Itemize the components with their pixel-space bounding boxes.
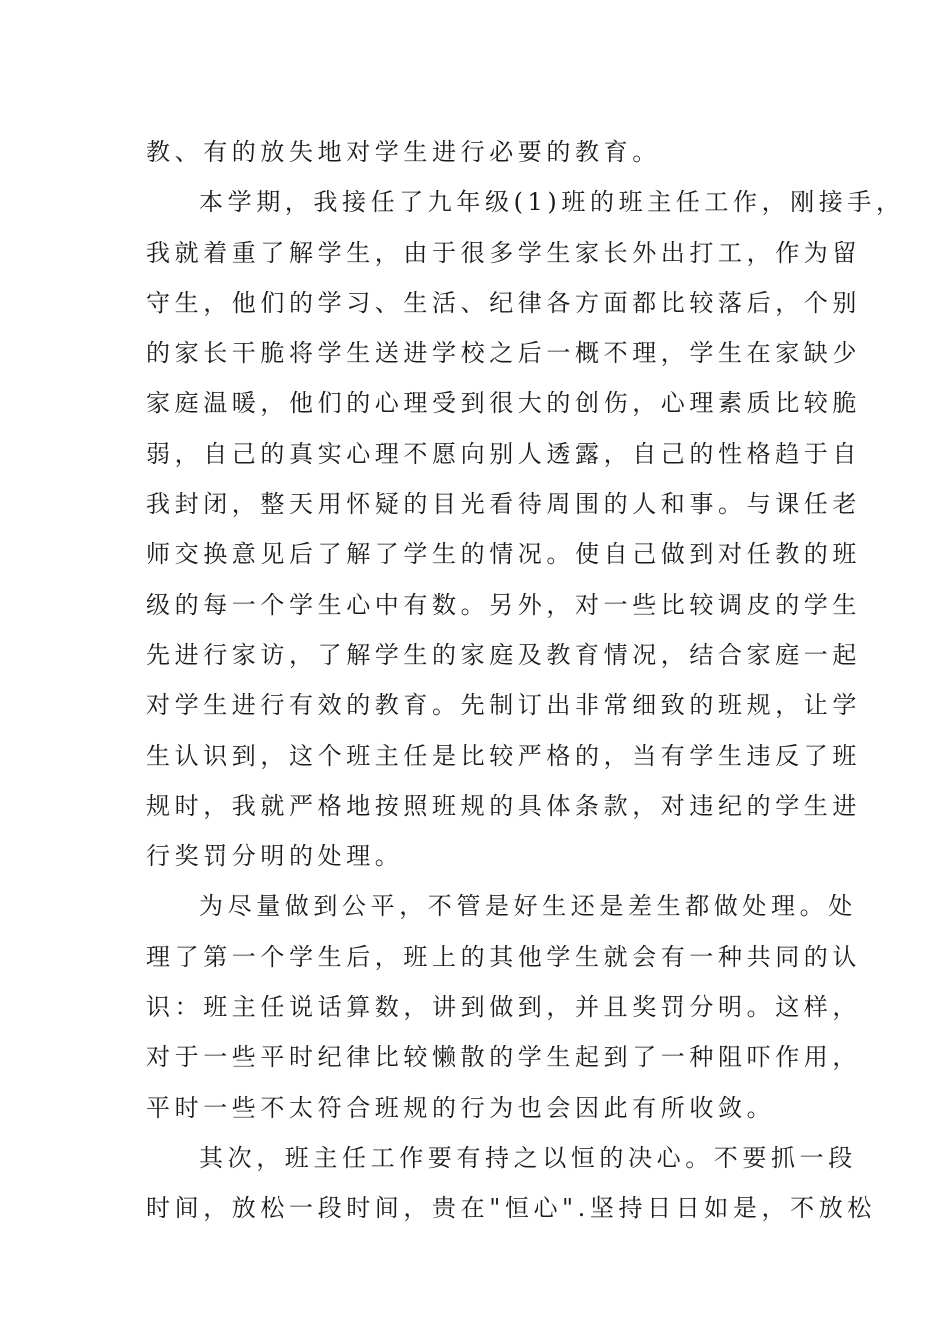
text-line: 我就着重了解学生，由于很多学生家长外出打工，作为留 xyxy=(146,238,861,267)
text-line: 师交换意见后了解了学生的情况。使自己做到对任教的班 xyxy=(146,540,861,569)
text-line: 守生，他们的学习、生活、纪律各方面都比较落后，个别 xyxy=(146,288,861,317)
text-line: 时间，放松一段时间，贵在"恒心".坚持日日如是，不放松 xyxy=(146,1194,876,1223)
text-line: 平时一些不太符合班规的行为也会因此有所收敛。 xyxy=(146,1093,776,1122)
text-line: 规时，我就严格地按照班规的具体条款，对违纪的学生进 xyxy=(146,791,861,820)
text-line: 行奖罚分明的处理。 xyxy=(146,842,404,871)
text-line: 先进行家访，了解学生的家庭及教育情况，结合家庭一起 xyxy=(146,640,861,669)
text-line: 为尽量做到公平，不管是好生还是差生都做处理。处 xyxy=(199,892,857,921)
text-line: 家庭温暖，他们的心理受到很大的创伤，心理素质比较脆 xyxy=(146,389,861,418)
text-line: 生认识到，这个班主任是比较严格的，当有学生违反了班 xyxy=(146,741,861,770)
document-body xyxy=(146,127,905,1234)
text-line: 识：班主任说话算数，讲到做到，并且奖罚分明。这样， xyxy=(146,993,861,1022)
text-line: 教、有的放失地对学生进行必要的教育。 xyxy=(146,138,661,166)
text-line: 本学期，我接任了九年级(1)班的班主任工作，刚接手， xyxy=(199,188,905,217)
text-line: 其次，班主任工作要有持之以恒的决心。不要抓一段 xyxy=(199,1143,857,1172)
text-line: 级的每一个学生心中有数。另外，对一些比较调皮的学生 xyxy=(146,590,861,619)
text-line: 理了第一个学生后，班上的其他学生就会有一种共同的认 xyxy=(146,942,861,971)
text-line: 弱，自己的真实心理不愿向别人透露，自己的性格趋于自 xyxy=(146,439,861,468)
text-line: 的家长干脆将学生送进学校之后一概不理，学生在家缺少 xyxy=(146,339,861,368)
text-line: 对于一些平时纪律比较懒散的学生起到了一种阻吓作用， xyxy=(146,1043,861,1072)
text-line: 对学生进行有效的教育。先制订出非常细致的班规，让学 xyxy=(146,691,861,720)
text-line: 我封闭，整天用怀疑的目光看待周围的人和事。与课任老 xyxy=(146,490,861,519)
